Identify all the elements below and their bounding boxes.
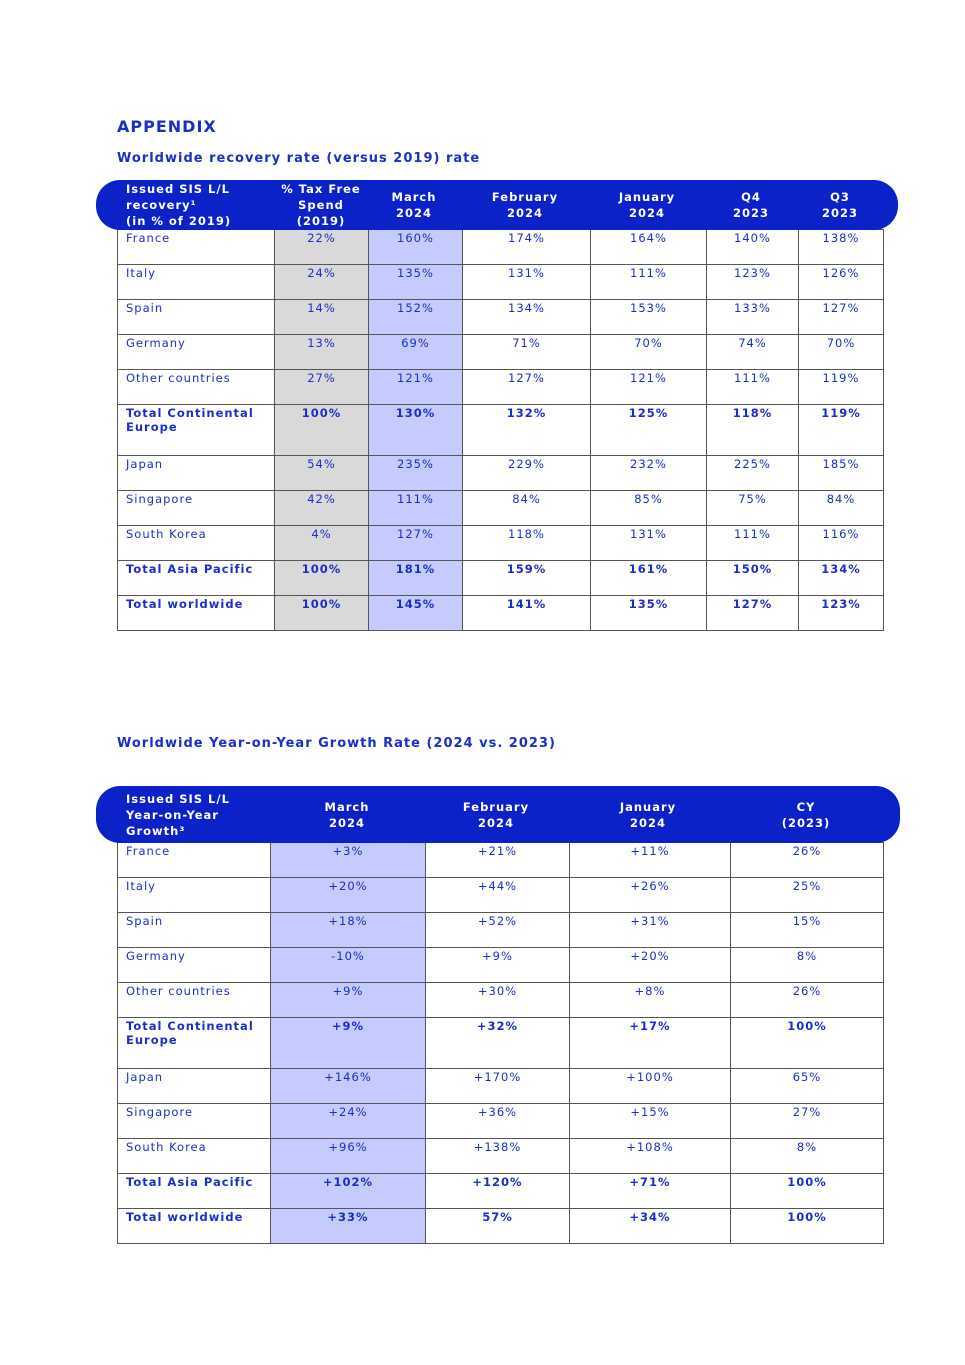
table-row: [118, 335, 884, 370]
cell-value: 27%: [275, 370, 369, 405]
table-row: [118, 1209, 884, 1244]
cell-value: 85%: [591, 491, 707, 526]
table-row: [118, 491, 884, 526]
cell-value: +11%: [570, 843, 731, 878]
table-row: [118, 300, 884, 335]
cell-value: +71%: [570, 1174, 731, 1209]
cell-value: 116%: [799, 526, 884, 561]
cell-value: 232%: [591, 456, 707, 491]
cell-value: +138%: [426, 1139, 570, 1174]
cell-value: 141%: [463, 596, 591, 631]
cell-value: 13%: [275, 335, 369, 370]
cell-value: 111%: [707, 370, 799, 405]
cell-value: +44%: [426, 878, 570, 913]
cell-value: +15%: [570, 1104, 731, 1139]
table-row: [118, 878, 884, 913]
table-row: [118, 1174, 884, 1209]
cell-value: +32%: [426, 1018, 570, 1069]
cell-value: 123%: [707, 265, 799, 300]
cell-value: 131%: [591, 526, 707, 561]
table-row: [118, 230, 884, 265]
cell-value: 131%: [463, 265, 591, 300]
cell-value: +120%: [426, 1174, 570, 1209]
row-label: Spain: [118, 913, 271, 948]
row-label: Germany: [118, 335, 275, 370]
cell-value: 134%: [463, 300, 591, 335]
cell-value: 100%: [275, 405, 369, 456]
cell-value: 70%: [591, 335, 707, 370]
row-label: South Korea: [118, 1139, 271, 1174]
appendix-title: APPENDIX: [117, 117, 217, 136]
cell-value: 100%: [731, 1209, 884, 1244]
column-header: Q4 2023: [732, 190, 769, 220]
row-label: France: [118, 230, 275, 265]
cell-value: +20%: [570, 948, 731, 983]
cell-value: 8%: [731, 1139, 884, 1174]
cell-value: 235%: [369, 456, 463, 491]
row-label: Total Asia Pacific: [118, 561, 275, 596]
cell-value: +17%: [570, 1018, 731, 1069]
cell-value: 127%: [369, 526, 463, 561]
row-label: Other countries: [118, 983, 271, 1018]
cell-value: 127%: [463, 370, 591, 405]
cell-value: 71%: [463, 335, 591, 370]
growth-rate-table: [117, 842, 884, 1244]
cell-value: 161%: [591, 561, 707, 596]
cell-value: +108%: [570, 1139, 731, 1174]
row-label: Italy: [118, 878, 271, 913]
cell-value: +146%: [271, 1069, 426, 1104]
cell-value: +102%: [271, 1174, 426, 1209]
column-header: March 2024: [324, 799, 370, 830]
column-header: Issued SIS L/L recovery¹ (in % of 2019): [126, 182, 232, 228]
cell-value: 140%: [707, 230, 799, 265]
cell-value: +8%: [570, 983, 731, 1018]
cell-value: 26%: [731, 843, 884, 878]
table-row: [118, 983, 884, 1018]
cell-value: +170%: [426, 1069, 570, 1104]
cell-value: 132%: [463, 405, 591, 456]
cell-value: 70%: [799, 335, 884, 370]
table-row: [118, 843, 884, 878]
cell-value: 26%: [731, 983, 884, 1018]
cell-value: 138%: [799, 230, 884, 265]
row-label: Total Continental Europe: [118, 1018, 271, 1069]
cell-value: 75%: [707, 491, 799, 526]
cell-value: 74%: [707, 335, 799, 370]
cell-value: +3%: [271, 843, 426, 878]
row-label: Germany: [118, 948, 271, 983]
row-label: Italy: [118, 265, 275, 300]
table2-title: Worldwide Year-on-Year Growth Rate (2024 vs. 2023): [117, 736, 556, 751]
cell-value: 8%: [731, 948, 884, 983]
table-row: [118, 913, 884, 948]
cell-value: +24%: [271, 1104, 426, 1139]
column-header: CY (2023): [781, 799, 831, 830]
cell-value: +20%: [271, 878, 426, 913]
cell-value: 25%: [731, 878, 884, 913]
cell-value: 150%: [707, 561, 799, 596]
column-header: February 2024: [462, 799, 530, 830]
recovery-table-header: [96, 180, 898, 230]
cell-value: +96%: [271, 1139, 426, 1174]
cell-value: 159%: [463, 561, 591, 596]
cell-value: 126%: [799, 265, 884, 300]
cell-value: 119%: [799, 370, 884, 405]
cell-value: 27%: [731, 1104, 884, 1139]
cell-value: 84%: [799, 491, 884, 526]
column-header: February 2024: [491, 190, 559, 220]
table-row: [118, 1018, 884, 1069]
row-label: Total worldwide: [118, 596, 275, 631]
row-label: Japan: [118, 1069, 271, 1104]
row-label: Spain: [118, 300, 275, 335]
cell-value: 15%: [731, 913, 884, 948]
cell-value: 127%: [707, 596, 799, 631]
row-label: Total Continental Europe: [118, 405, 275, 456]
cell-value: 118%: [707, 405, 799, 456]
cell-value: 100%: [275, 596, 369, 631]
cell-value: 123%: [799, 596, 884, 631]
cell-value: +36%: [426, 1104, 570, 1139]
cell-value: 22%: [275, 230, 369, 265]
cell-value: +34%: [570, 1209, 731, 1244]
cell-value: 164%: [591, 230, 707, 265]
cell-value: +30%: [426, 983, 570, 1018]
table-row: [118, 526, 884, 561]
table-row: [118, 1069, 884, 1104]
cell-value: 100%: [731, 1018, 884, 1069]
table-row: [118, 405, 884, 456]
table-row: [118, 1104, 884, 1139]
cell-value: 118%: [463, 526, 591, 561]
column-header: January 2024: [619, 799, 677, 830]
cell-value: 111%: [591, 265, 707, 300]
row-label: Total worldwide: [118, 1209, 271, 1244]
row-label: Japan: [118, 456, 275, 491]
cell-value: 135%: [369, 265, 463, 300]
cell-value: 69%: [369, 335, 463, 370]
row-label: South Korea: [118, 526, 275, 561]
column-header: March 2024: [391, 190, 437, 220]
row-label: Singapore: [118, 1104, 271, 1139]
cell-value: 125%: [591, 405, 707, 456]
cell-value: 174%: [463, 230, 591, 265]
table1-title: Worldwide recovery rate (versus 2019) rate: [117, 151, 481, 166]
column-header: Issued SIS L/L Year-on-Year Growth³: [126, 791, 230, 838]
cell-value: 185%: [799, 456, 884, 491]
cell-value: 57%: [426, 1209, 570, 1244]
cell-value: 119%: [799, 405, 884, 456]
column-header: Q3 2023: [821, 190, 858, 220]
cell-value: 14%: [275, 300, 369, 335]
cell-value: 100%: [731, 1174, 884, 1209]
row-label: Total Asia Pacific: [118, 1174, 271, 1209]
cell-value: 111%: [707, 526, 799, 561]
growth-table-header: [96, 786, 900, 843]
cell-value: 4%: [275, 526, 369, 561]
cell-value: 134%: [799, 561, 884, 596]
cell-value: 225%: [707, 456, 799, 491]
cell-value: +31%: [570, 913, 731, 948]
cell-value: 24%: [275, 265, 369, 300]
row-label: France: [118, 843, 271, 878]
cell-value: 181%: [369, 561, 463, 596]
cell-value: 54%: [275, 456, 369, 491]
table-row: [118, 370, 884, 405]
cell-value: 145%: [369, 596, 463, 631]
cell-value: +33%: [271, 1209, 426, 1244]
row-label: Singapore: [118, 491, 275, 526]
cell-value: 229%: [463, 456, 591, 491]
table-row: [118, 265, 884, 300]
table-row: [118, 948, 884, 983]
recovery-rate-table: [117, 229, 884, 631]
row-label: Other countries: [118, 370, 275, 405]
cell-value: 121%: [369, 370, 463, 405]
cell-value: 135%: [591, 596, 707, 631]
table-row: [118, 596, 884, 631]
cell-value: 121%: [591, 370, 707, 405]
cell-value: +21%: [426, 843, 570, 878]
cell-value: +9%: [271, 983, 426, 1018]
cell-value: +52%: [426, 913, 570, 948]
cell-value: 152%: [369, 300, 463, 335]
cell-value: 84%: [463, 491, 591, 526]
cell-value: +18%: [271, 913, 426, 948]
cell-value: 100%: [275, 561, 369, 596]
cell-value: +9%: [426, 948, 570, 983]
table-row: [118, 456, 884, 491]
column-header: % Tax Free Spend (2019): [281, 182, 361, 228]
cell-value: 153%: [591, 300, 707, 335]
cell-value: +9%: [271, 1018, 426, 1069]
cell-value: 133%: [707, 300, 799, 335]
table-row: [118, 1139, 884, 1174]
table-row: [118, 561, 884, 596]
cell-value: 127%: [799, 300, 884, 335]
cell-value: -10%: [271, 948, 426, 983]
cell-value: +26%: [570, 878, 731, 913]
cell-value: +100%: [570, 1069, 731, 1104]
cell-value: 160%: [369, 230, 463, 265]
cell-value: 111%: [369, 491, 463, 526]
cell-value: 130%: [369, 405, 463, 456]
cell-value: 42%: [275, 491, 369, 526]
cell-value: 65%: [731, 1069, 884, 1104]
column-header: January 2024: [618, 190, 676, 220]
